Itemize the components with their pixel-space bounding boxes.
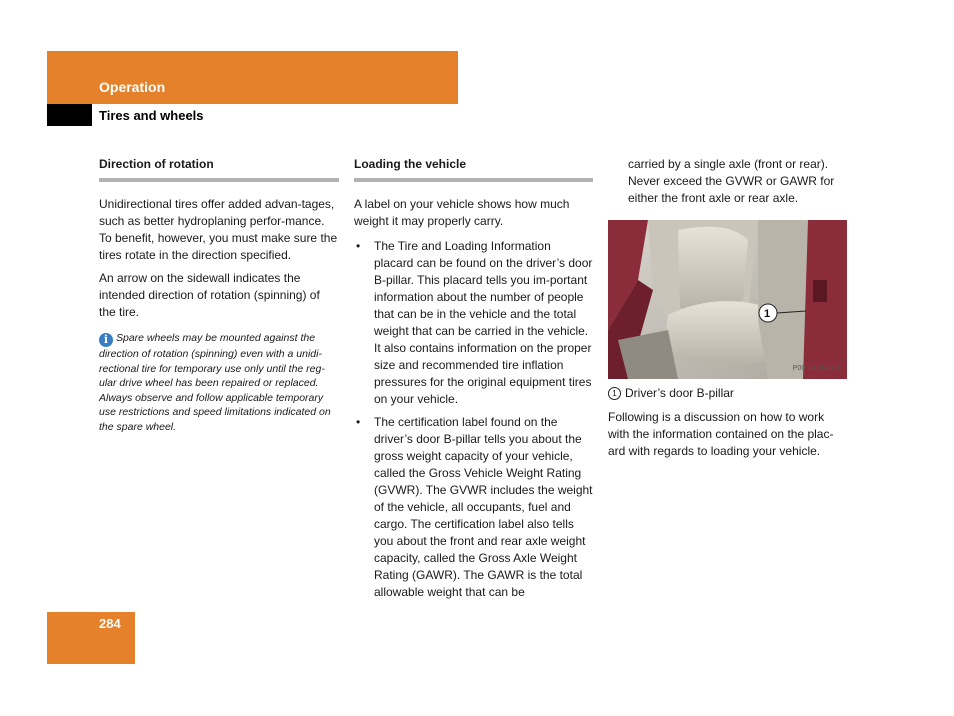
caption-number: 1: [608, 387, 621, 400]
caption-text: Driver’s door B-pillar: [625, 386, 734, 400]
subsection-title: Tires and wheels: [99, 108, 204, 123]
paragraph-label-intro: A label on your vehicle shows how much weight it may properly carry.: [354, 197, 570, 228]
bullet-placard: • The Tire and Loading Information placard can be found on the driver’s door B-pillar. This placard tells you im-portant information about the number of people that can be in the vehicle and the total weight that can be carried in the vehicle. It also contains information on the proper size and recommended tire inflation pressures for the original equipment tires on your vehicle.: [354, 238, 593, 408]
section-title: Operation: [99, 79, 166, 95]
note-text: Spare wheels may be mounted against the direction of rotation (spinning) even with a unidi-rectional tire for temporary use only until the reg-ular drive wheel has been repaired or replaced. Always observe and follow applicable temporary use restrictions and speed limitations indicated on the spare wheel.: [99, 332, 331, 433]
paragraph-following-discussion: Following is a discussion on how to work with the information contained on the plac-ard with regards to loading your vehicle.: [608, 410, 834, 458]
page-number: 284: [99, 616, 121, 631]
paragraph-continued: carried by a single axle (front or rear). Never exceed the GVWR or GAWR for either the front axle or rear axle.: [628, 157, 835, 205]
bullet-certification-label: • The certification label found on the driver’s door B-pillar tells you about the gross weight capacity of your vehicle, called the Gross Vehicle Weight Rating (GVWR). The GVWR includes the weight of the vehicle, all occupants, fuel and cargo. The certification label also tells you about the front and rear axle weight capacity, called the Gross Axle Weight Rating (GAWR). The GAWR is the total allowable weight that can be: [354, 414, 593, 601]
paragraph-unidirectional-tires: Unidirectional tires offer added advan-tages, such as better hydroplaning perfor-mance. To benefit, however, you must make sure the tires rotate in the direction specified.: [99, 197, 338, 262]
paragraph-sidewall-arrow: An arrow on the sidewall indicates the intended direction of rotation (spinning) of the tire.: [99, 271, 320, 319]
loading-bullet-list: [354, 238, 593, 601]
info-icon: i: [99, 333, 113, 347]
b-pillar-photo: [608, 220, 847, 379]
column-loading: [354, 156, 593, 607]
spare-wheel-note: [99, 331, 339, 435]
photo-callout: 1: [764, 308, 771, 320]
heading-direction-of-rotation: Direction of rotation: [99, 156, 339, 182]
subsection-marker: [47, 104, 92, 126]
column-rotation: [99, 156, 339, 435]
b-pillar-illustration: [608, 220, 847, 379]
page-number-tab: [47, 612, 135, 664]
photo-caption: [608, 385, 848, 402]
heading-loading-the-vehicle: Loading the vehicle: [354, 156, 593, 182]
header-bar: [47, 51, 458, 104]
column-continued: [608, 156, 848, 460]
photo-code: P00.10-3620-31: [792, 365, 843, 372]
